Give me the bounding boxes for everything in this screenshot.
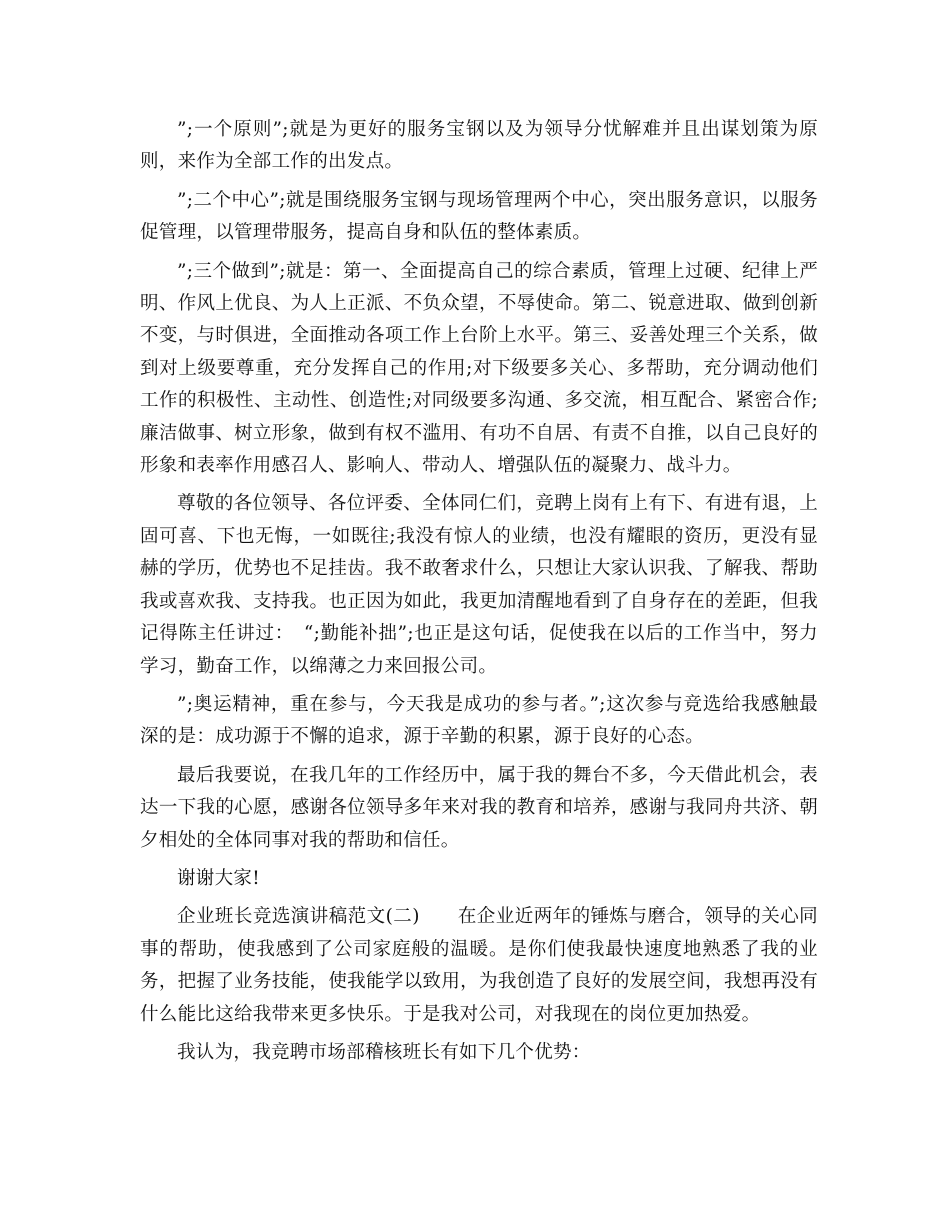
paragraph-one-principle: ”;一个原则”;就是为更好的服务宝钢以及为领导分忧解难并且出谋划策为原则，来作为全部工作的出发点。: [140, 119, 818, 173]
paragraph-three-achievements: ”;三个做到”;就是：第一、全面提高自己的综合素质，管理上过硬、纪律上严明、作风上优良、为人上正派、不负众望，不辱使命。第二、锐意进取、做到创新不变，与时俱进，全面推动各项工作上台阶上水平。第三、妥善处理三个关系，做到对上级要尊重，充分发挥自己的作用;对下级要多关心、多帮助，充分调动他们工作的积极性、主动性、创造性;对同级要多沟通、多交流，相互配合、紧密合作;廉洁做事、树立形象，做到有权不滥用、有功不自居、有责不自推，以自己良好的形象和表率作用感召人、影响人、带动人、增强队伍的凝聚力、战斗力。: [140, 260, 818, 477]
paragraph-address-leaders: 尊敬的各位领导、各位评委、全体同仁们，竞聘上岗有上有下、有进有退，上固可喜、下也无悔，一如既往;我没有惊人的业绩，也没有耀眼的资历，更没有显赫的学历，优势也不足挂齿。我不敢奢求什么，只想让大家认识我、了解我、帮助我或喜欢我、支持我。也正因为如此，我更加清醒地看到了自身存在的差距，但我记得陈主任讲过： “;勤能补拙”;也正是这句话，促使我在以后的工作当中，努力学习，勤奋工作，以绵薄之力来回报公司。: [140, 493, 818, 677]
paragraph-two-centers: ”;二个中心”;就是围绕服务宝钢与现场管理两个中心，突出服务意识，以服务促管理，以管理带服务，提高自身和队伍的整体素质。: [140, 189, 818, 244]
paragraph-advantages-intro: 我认为，我竞聘市场部稽核班长有如下几个优势：: [177, 1041, 591, 1063]
paragraph-thank-you: 谢谢大家!: [177, 867, 260, 889]
document-body: [140, 114, 818, 1075]
paragraph-olympic-spirit: ”;奥运精神，重在参与，今天我是成功的参与者。”;这次参与竞选给我感触最深的是：成功源于不懈的追求，源于辛勤的积累，源于良好的心态。: [140, 693, 818, 748]
paragraph-closing-thanks: 最后我要说，在我几年的工作经历中，属于我的舞台不多，今天借此机会，表达一下我的心愿，感谢各位领导多年来对我的教育和培养，感谢与我同舟共济、朝夕相处的全体同事对我的帮助和信任。: [140, 764, 818, 851]
paragraph-speech-two-intro: 企业班长竞选演讲稿范文(二) 在企业近两年的锤炼与磨合，领导的关心同事的帮助，使我感到了公司家庭般的温暖。是你们使我最快速度地熟悉了我的业务，把握了业务技能，使我能学以致用，为我创造了良好的发展空间，我想再没有什么能比这给我带来更多快乐。于是我对公司，对我现在的岗位更加热爱。: [140, 906, 818, 1025]
